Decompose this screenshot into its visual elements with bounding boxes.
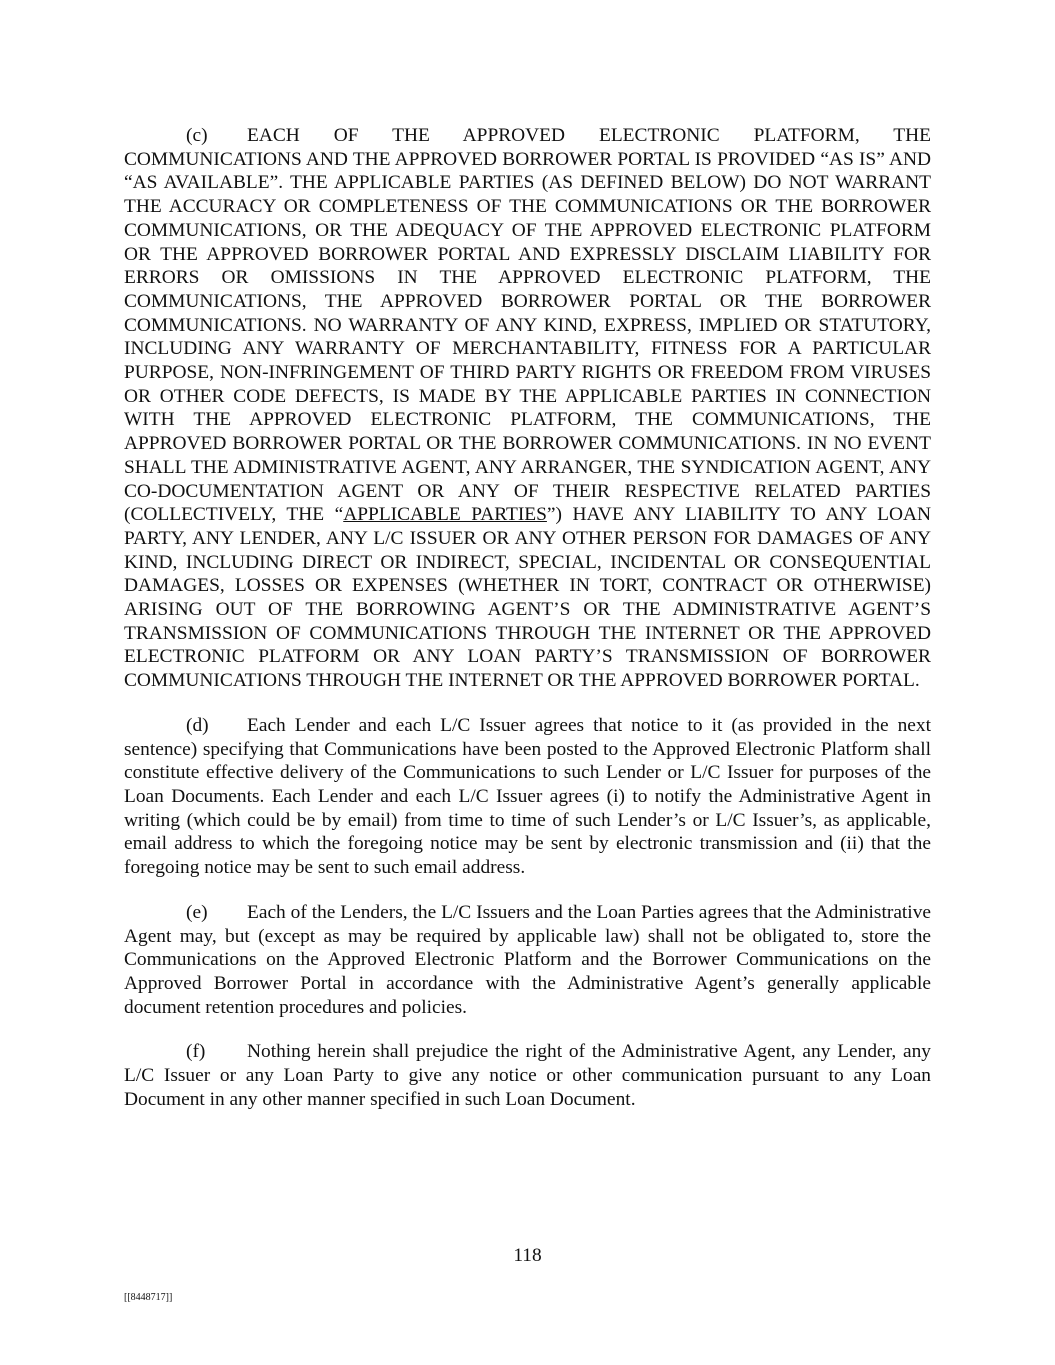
page-number: 118 [513,1245,542,1266]
paragraph-c-text-2: ”) HAVE ANY LIABILITY TO ANY LOAN PARTY, ANY LENDER, ANY L/C ISSUER OR ANY OTHER PERSON FOR DAMAGES OF ANY KIND, INCLUDING DIRECT OR INDIRECT, SPECIAL, INCIDENTAL OR CONSEQUENTIAL DAMAGES, LOSSES OR EXPENSES (WHETHER IN TORT, CONTRACT OR OTHERWISE) ARISING OUT OF THE BORROWING AGENT’S OR THE ADMINISTRATIVE AGENT’S TRANSMISSION OF COMMUNICATIONS THROUGH THE INTERNET OR THE APPROVED ELECTRONIC PLATFORM OR ANY LOAN PARTY’S TRANSMISSION OF BORROWER COMMUNICATIONS THROUGH THE INTERNET OR THE APPROVED BORROWER PORTAL. [124,504,931,692]
paragraph-spacer [124,1019,931,1040]
paragraph-c-label: (c) [186,125,208,146]
paragraph-spacer [124,693,931,714]
document-id: [[8448717]] [124,1292,173,1303]
paragraph-e-text: Each of the Lenders, the L/C Issuers and the Loan Parties agrees that the Administrative Agent may, but (except as may be required by applicable law) shall not be obligated to, store the Communications on the Approved Electronic Platform and the Borrower Communications on the Approved Borrower Portal in accordance with the Administrative Agent’s generally applicable document retention procedures and policies. [124,901,931,1018]
paragraph-d-label: (d) [186,714,209,736]
defined-term-applicable-parties: APPLICABLE PARTIES [343,504,547,526]
paragraph-c [124,124,931,693]
paragraph-e-label: (e) [186,901,208,923]
paragraph-f [124,1040,931,1111]
paragraph-spacer [124,880,931,901]
paragraph-d [124,714,931,880]
paragraph-f-label: (f) [186,1041,206,1063]
paragraph-d-text: Each Lender and each L/C Issuer agrees that notice to it (as provided in the next sentence) specifying that Communications have been posted to the Approved Electronic Platform shall constitute effective delivery of the Communications to such Lender or L/C Issuer for purposes of the Loan Documents. Each Lender and each L/C Issuer agrees (i) to notify the Administrative Agent in writing (which could be by email) from time to time of such Lender’s or L/C Issuer’s, as applicable, email address to which the foregoing notice may be sent by electronic transmission and (ii) that the foregoing notice may be sent to such email address. [124,714,931,879]
paragraph-c-text-1: EACH OF THE APPROVED ELECTRONIC PLATFORM, THE COMMUNICATIONS AND THE APPROVED BORROWER PORTAL IS PROVIDED “AS IS” AND “AS AVAILABLE”. THE APPLICABLE PARTIES (AS DEFINED BELOW) DO NOT WARRANT THE ACCURACY OR COMPLETENESS OF THE COMMUNICATIONS OR THE BORROWER COMMUNICATIONS, OR THE ADEQUACY OF THE APPROVED ELECTRONIC PLATFORM OR THE APPROVED BORROWER PORTAL AND EXPRESSLY DISCLAIM LIABILITY FOR ERRORS OR OMISSIONS IN THE APPROVED ELECTRONIC PLATFORM, THE COMMUNICATIONS, THE APPROVED BORROWER PORTAL OR THE BORROWER COMMUNICATIONS. NO WARRANTY OF ANY KIND, EXPRESS, IMPLIED OR STATUTORY, INCLUDING ANY WARRANTY OF MERCHANTABILITY, FITNESS FOR A PARTICULAR PURPOSE, NON-INFRINGEMENT OF THIRD PARTY RIGHTS OR FREEDOM FROM VIRUSES OR OTHER CODE DEFECTS, IS MADE BY THE APPLICABLE PARTIES IN CONNECTION WITH THE APPROVED ELECTRONIC PLATFORM, THE COMMUNICATIONS, THE APPROVED BORROWER PORTAL OR THE BORROWER COMMUNICATIONS. IN NO EVENT SHALL THE ADMINISTRATIVE AGENT, ANY ARRANGER, THE SYNDICATION AGENT, ANY CO-DOCUMENTATION AGENT OR ANY OF THEIR RESPECTIVE RELATED PARTIES (COLLECTIVELY, THE “ [124,125,931,526]
document-body [124,124,931,1111]
paragraph-f-text: Nothing herein shall prejudice the right of the Administrative Agent, any Lender, any L/C Issuer or any Loan Party to give any notice or other communication pursuant to any Loan Document in any other manner specified in such Loan Document. [124,1041,931,1110]
paragraph-e [124,901,931,1020]
